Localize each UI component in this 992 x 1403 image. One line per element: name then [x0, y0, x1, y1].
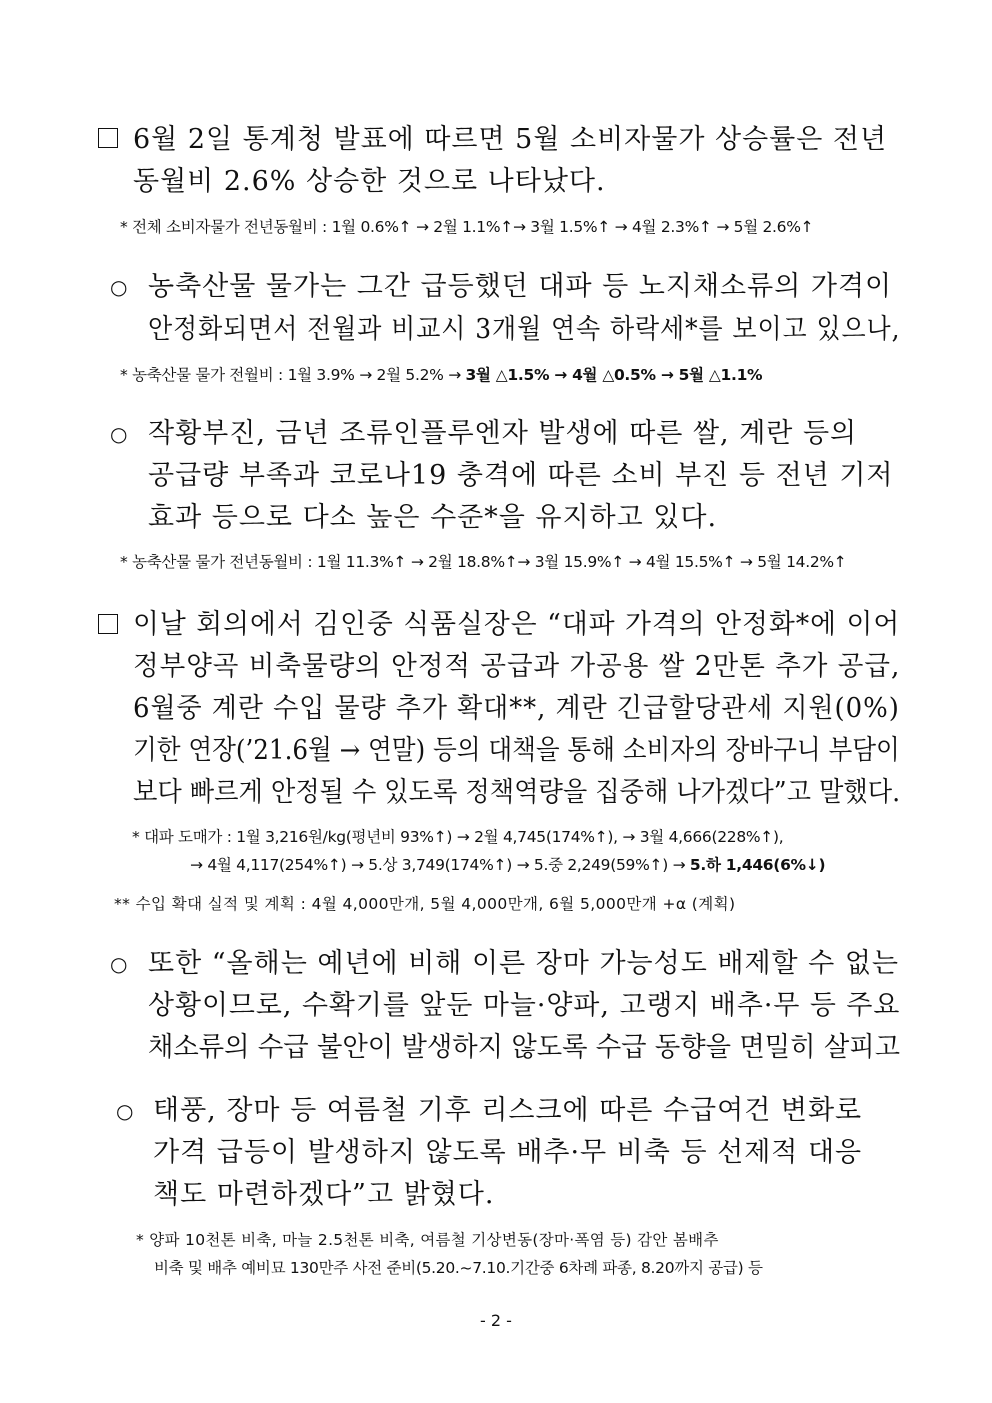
bullet1b-line2: 공급량 부족과 코로나19 충격에 따른 소비 부진 등 전년 기저	[148, 460, 894, 491]
footnote-bold: 3월 △1.5% → 4월 △0.5% → 5월 △1.1%	[465, 366, 763, 384]
section1-footnote: * 전체 소비자물가 전년동월비 : 1월 0.6%↑ → 2월 1.1%↑→ 3월 1.5%↑ → 4월 2.3%↑ → 5월 2.6%↑	[120, 218, 814, 236]
bullet-circle-icon: ○	[110, 952, 128, 976]
section2-line3: 6월중 계란 수입 물량 추가 확대**, 계란 긴급할당관세 지원(0%)	[133, 693, 900, 724]
bullet2b-line3: 책도 마련하겠다”고 밝혔다.	[153, 1179, 495, 1210]
footnote-plain: → 4월 4,117(254%↑) → 5.상 3,749(174%↑) → 5.중 2,249(59%↑) →	[190, 856, 690, 874]
footnote-plain: * 농축산물 물가 전월비 : 1월 3.9% → 2월 5.2% →	[120, 366, 466, 384]
section2-footnote2: ** 수입 확대 실적 및 계획 : 4월 4,000만개, 5월 4,000만개, 6월 5,000만개 +α (계획)	[114, 895, 736, 913]
bullet2b-footnote-line1: * 양파 10천톤 비축, 마늘 2.5천톤 비축, 여름철 기상변동(장마·폭염 등) 감안 봄배추	[136, 1231, 719, 1249]
footnote-bold: 5.하 1,446(6%↓)	[689, 856, 826, 874]
bullet2a-line1: 또한 “올해는 예년에 비해 이른 장마 가능성도 배제할 수 없는	[148, 948, 900, 979]
bullet2a-line2: 상황이므로, 수확기를 앞둔 마늘·양파, 고랭지 배추·무 등 주요	[148, 990, 901, 1021]
bullet1a-footnote	[120, 364, 762, 386]
section-checkbox-2	[98, 614, 118, 634]
section2-line5: 보다 빠르게 안정될 수 있도록 정책역량을 집중해 나가겠다”고 말했다.	[133, 777, 901, 808]
page-number: - 2 -	[480, 1311, 512, 1330]
bullet1b-line3: 효과 등으로 다소 높은 수준*을 유지하고 있다.	[148, 502, 718, 533]
bullet1b-footnote: * 농축산물 물가 전년동월비 : 1월 11.3%↑ → 2월 18.8%↑→ 3월 15.9%↑ → 4월 15.5%↑ → 5월 14.2%↑	[120, 553, 847, 571]
section1-line1: 6월 2일 통계청 발표에 따르면 5월 소비자물가 상승률은 전년	[133, 124, 888, 155]
section2-line1: 이날 회의에서 김인중 식품실장은 “대파 가격의 안정화*에 이어	[133, 609, 901, 640]
bullet-circle-icon: ○	[110, 275, 128, 299]
bullet2b-line2: 가격 급등이 발생하지 않도록 배추·무 비축 등 선제적 대응	[153, 1137, 863, 1168]
bullet1a-line2: 안정화되면서 전월과 비교시 3개월 연속 하락세*를 보이고 있으나,	[148, 314, 901, 345]
section2-line2: 정부양곡 비축물량의 안정적 공급과 가공용 쌀 2만톤 추가 공급,	[133, 651, 901, 682]
section2-footnote1-line1: * 대파 도매가 : 1월 3,216원/kg(평년비 93%↑) → 2월 4,745(174%↑), → 3월 4,666(228%↑),	[132, 828, 784, 846]
bullet-circle-icon: ○	[110, 422, 128, 446]
bullet2b-footnote-line2: 비축 및 배추 예비묘 130만주 사전 준비(5.20.~7.10.기간중 6차례 파종, 8.20까지 공급) 등	[154, 1259, 763, 1277]
section1-line2: 동월비 2.6% 상승한 것으로 나타났다.	[133, 166, 606, 197]
section-checkbox-1	[98, 128, 118, 148]
bullet-circle-icon: ○	[116, 1099, 134, 1123]
section2-line4: 기한 연장(’21.6월 → 연말) 등의 대책을 통해 소비자의 장바구니 부담이	[133, 735, 900, 766]
bullet2a-line3: 채소류의 수급 불안이 발생하지 않도록 수급 동향을 면밀히 살피고	[148, 1032, 901, 1063]
section2-footnote1-line2	[190, 854, 825, 876]
bullet1a-line1: 농축산물 물가는 그간 급등했던 대파 등 노지채소류의 가격이	[148, 271, 893, 302]
bullet2b-line1: 태풍, 장마 등 여름철 기후 리스크에 따른 수급여건 변화로	[153, 1095, 863, 1126]
bullet1b-line1: 작황부진, 금년 조류인플루엔자 발생에 따른 쌀, 계란 등의	[148, 418, 858, 449]
